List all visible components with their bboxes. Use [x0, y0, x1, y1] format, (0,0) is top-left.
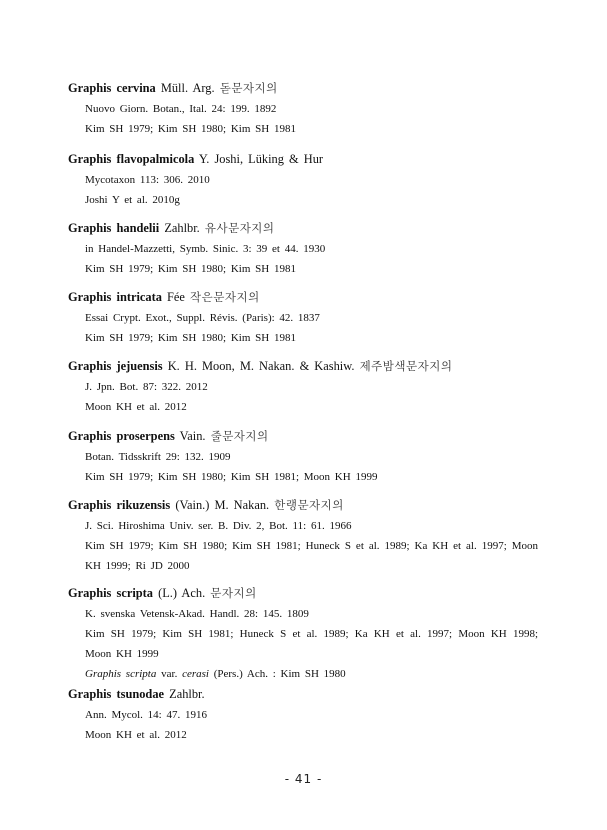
- species-epithet: jejuensis: [116, 359, 163, 373]
- author-citation: Zahlbr.: [169, 687, 205, 701]
- species-entry-tsunodae: [68, 686, 538, 745]
- variety-line: [68, 664, 538, 684]
- author-citation: (L.) Ach.: [158, 586, 206, 600]
- genus-name: Graphis: [68, 359, 112, 373]
- species-heading: [68, 151, 538, 167]
- reference-line: Mycotaxon 113: 306. 2010: [85, 174, 210, 186]
- species-heading: [68, 80, 538, 96]
- species-epithet: scripta: [116, 586, 153, 600]
- species-heading: [68, 220, 538, 236]
- species-heading: [68, 358, 538, 374]
- korean-name: 돋문자지의: [219, 81, 278, 95]
- species-entry-flavopalmicola: [68, 151, 538, 210]
- genus-name: Graphis: [68, 221, 112, 235]
- reference-line: Moon KH et al. 2012: [85, 401, 187, 413]
- author-citation: Fée: [167, 290, 185, 304]
- variety-species: Graphis scripta: [85, 668, 157, 680]
- species-entry-rikuzensis: [68, 497, 538, 576]
- reference-line: Kim SH 1979; Kim SH 1980; Kim SH 1981; Huneck S et al. 1989; Ka KH et al. 1997; Moon KH 1999; Ri JD 2000: [85, 540, 538, 572]
- reference-line: Joshi Y et al. 2010g: [85, 194, 180, 206]
- variety-rest: (Pers.) Ach. : Kim SH 1980: [213, 668, 346, 680]
- korean-name: 한랭문자지의: [274, 498, 344, 512]
- variety-epithet: cerasi: [182, 668, 209, 680]
- reference-line: K. svenska Vetensk-Akad. Handl. 28: 145. 1809: [85, 608, 309, 620]
- author-citation: K. H. Moon, M. Nakan. & Kashiw.: [167, 359, 355, 373]
- species-entry-proserpens: [68, 428, 538, 487]
- species-entry-handelii: [68, 220, 538, 279]
- species-heading: [68, 686, 538, 702]
- species-entry-scripta: [68, 585, 538, 684]
- page-number: - 41 -: [284, 772, 323, 786]
- genus-name: Graphis: [68, 498, 112, 512]
- species-entry-intricata: [68, 289, 538, 348]
- author-citation: Vain.: [179, 429, 206, 443]
- genus-name: Graphis: [68, 81, 112, 95]
- korean-name: 작은문자지의: [190, 290, 260, 304]
- reference-line: J. Jpn. Bot. 87: 322. 2012: [85, 381, 208, 393]
- species-heading: [68, 585, 538, 601]
- reference-line: Moon KH et al. 2012: [85, 729, 187, 741]
- reference-line: J. Sci. Hiroshima Univ. ser. B. Div. 2, Bot. 11: 61. 1966: [85, 520, 352, 532]
- korean-name: 유사문자지의: [204, 221, 275, 235]
- author-citation: Y. Joshi, Lüking & Hur: [198, 152, 324, 166]
- genus-name: Graphis: [68, 290, 112, 304]
- reference-line: in Handel-Mazzetti, Symb. Sinic. 3: 39 et 44. 1930: [85, 243, 326, 255]
- species-epithet: intricata: [116, 290, 162, 304]
- author-citation: Müll. Arg.: [160, 81, 215, 95]
- reference-line: Essai Crypt. Exot., Suppl. Révis. (Paris): 42. 1837: [85, 312, 320, 324]
- species-epithet: handelii: [116, 221, 160, 235]
- reference-line: Ann. Mycol. 14: 47. 1916: [85, 709, 207, 721]
- genus-name: Graphis: [68, 687, 112, 701]
- species-epithet: tsunodae: [116, 687, 165, 701]
- species-entry-cervina: [68, 80, 538, 139]
- reference-line: Kim SH 1979; Kim SH 1980; Kim SH 1981: [85, 332, 296, 344]
- species-epithet: rikuzensis: [116, 498, 171, 512]
- species-entry-jejuensis: [68, 358, 538, 417]
- reference-line: Kim SH 1979; Kim SH 1980; Kim SH 1981: [85, 123, 296, 135]
- species-epithet: cervina: [116, 81, 156, 95]
- reference-line: Nuovo Giorn. Botan., Ital. 24: 199. 1892: [85, 103, 277, 115]
- genus-name: Graphis: [68, 429, 112, 443]
- genus-name: Graphis: [68, 586, 112, 600]
- reference-line: Kim SH 1979; Kim SH 1981; Huneck S et al. 1989; Ka KH et al. 1997; Moon KH 1998; Moon KH 1999: [85, 628, 538, 660]
- genus-name: Graphis: [68, 152, 112, 166]
- author-citation: (Vain.) M. Nakan.: [175, 498, 270, 512]
- reference-line: Kim SH 1979; Kim SH 1980; Kim SH 1981: [85, 263, 296, 275]
- species-heading: [68, 497, 538, 513]
- reference-line: Kim SH 1979; Kim SH 1980; Kim SH 1981; Moon KH 1999: [85, 471, 378, 483]
- korean-name: 문자지의: [210, 586, 257, 600]
- species-heading: [68, 428, 538, 444]
- reference-line: Botan. Tidsskrift 29: 132. 1909: [85, 451, 231, 463]
- species-heading: [68, 289, 538, 305]
- korean-name: 제주밤색문자지의: [359, 359, 453, 373]
- korean-name: 줄문자지의: [210, 429, 269, 443]
- species-epithet: flavopalmicola: [116, 152, 195, 166]
- variety-rank: var.: [161, 668, 178, 680]
- species-epithet: proserpens: [116, 429, 175, 443]
- author-citation: Zahlbr.: [164, 221, 200, 235]
